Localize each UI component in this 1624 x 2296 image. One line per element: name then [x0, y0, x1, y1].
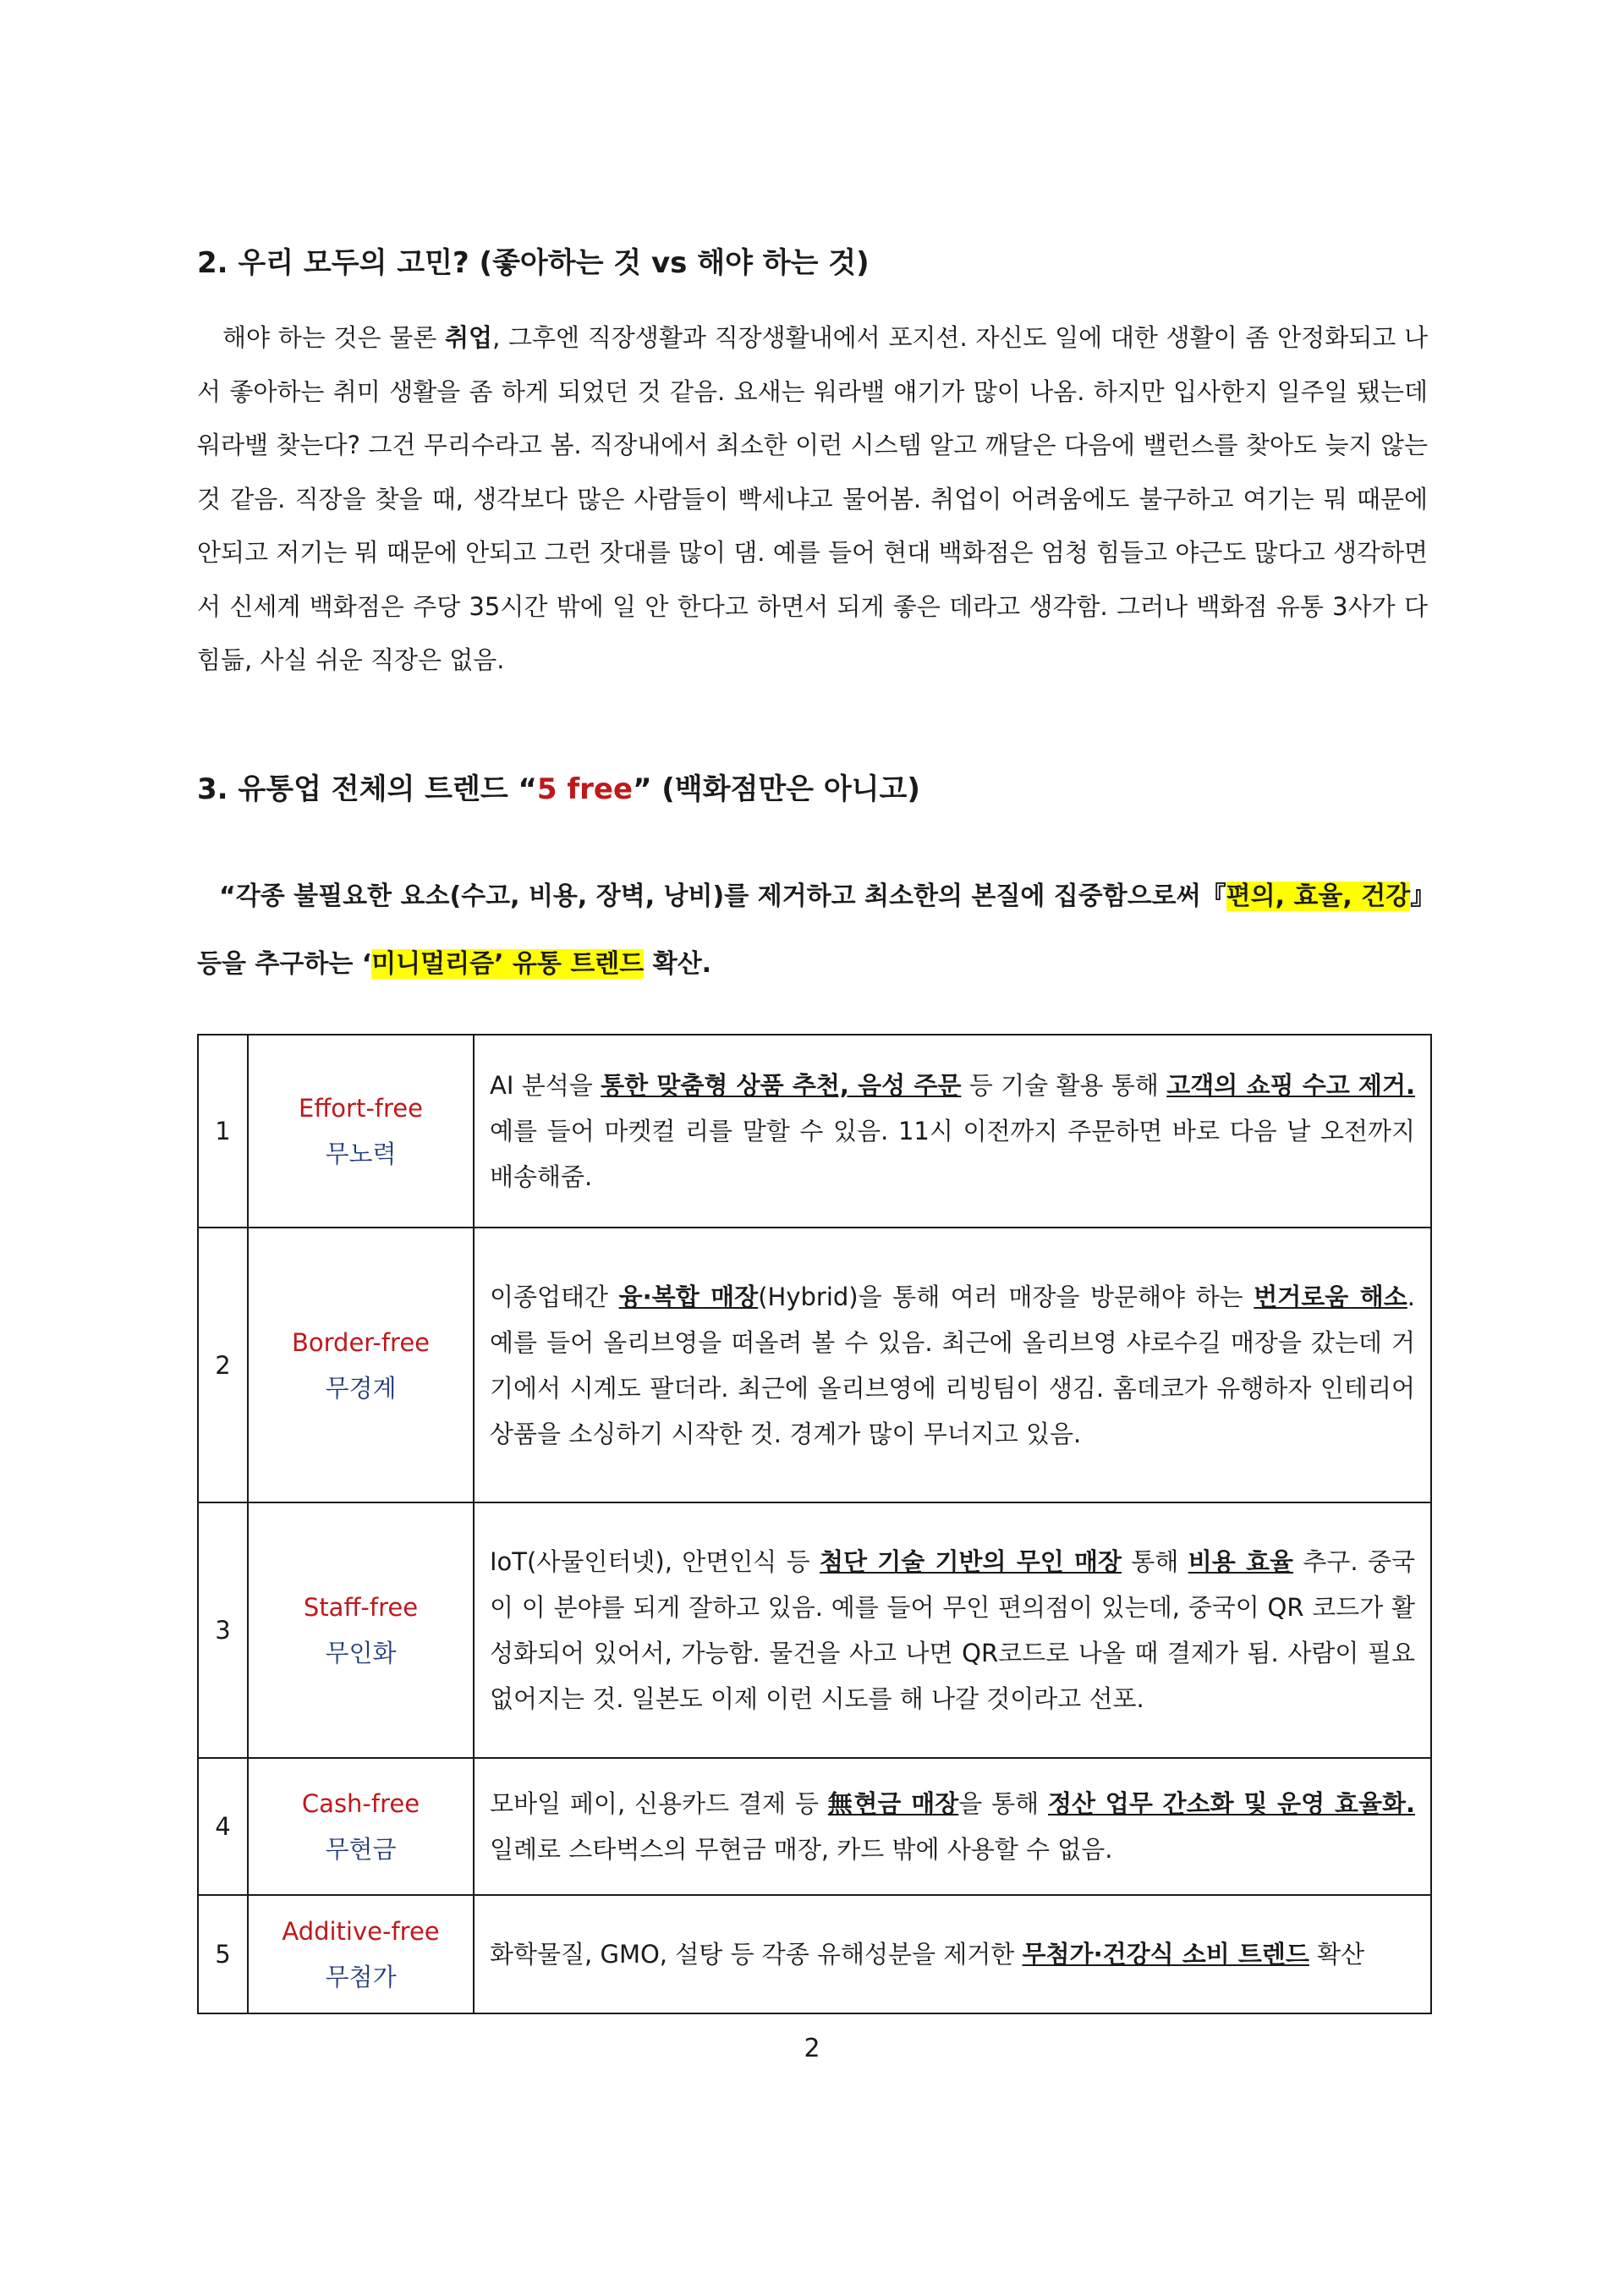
- row-number: 2: [198, 1228, 248, 1502]
- row-number: 4: [198, 1758, 248, 1895]
- trend-name-korean: 무노력: [325, 1140, 397, 1168]
- row-number: 5: [198, 1895, 248, 2013]
- underlined-text: 융·복합 매장: [618, 1282, 759, 1311]
- description-text: 확산: [1309, 1940, 1365, 1969]
- table-row: [198, 1895, 1431, 2013]
- trend-description: [474, 1228, 1431, 1502]
- table-row: [198, 1228, 1431, 1502]
- description-text: 통해: [1122, 1547, 1188, 1576]
- row-number: 1: [198, 1035, 248, 1228]
- quote-text: 확산.: [644, 949, 712, 979]
- description-text: 일례로 스타벅스의 무현금 매장, 카드 밖에 사용할 수 없음.: [490, 1835, 1113, 1864]
- underlined-text: 번거로움 해소: [1254, 1282, 1407, 1311]
- table-body: [198, 1035, 1431, 2013]
- description-text: IoT(사물인터넷), 안면인식 등: [490, 1547, 820, 1576]
- trend-name-korean: 무경계: [325, 1373, 397, 1403]
- description-text: 예를 들어 마켓컬 리를 말할 수 있음. 11시 이전까지 주문하면 바로 다음 날 오전까지 배송해줌.: [490, 1117, 1416, 1191]
- row-number: 3: [198, 1502, 248, 1758]
- description-text: 등 기술 활용 통해: [961, 1071, 1167, 1100]
- description-text: 화학물질, GMO, 설탕 등 각종 유해성분을 제거한: [490, 1940, 1023, 1969]
- heading-red-text: 5 free: [536, 772, 634, 806]
- underlined-text: 無현금 매장: [827, 1789, 959, 1818]
- description-text: 을 통해: [958, 1789, 1049, 1818]
- table-row: [198, 1035, 1431, 1228]
- section-2-paragraph: [197, 311, 1428, 688]
- trend-name-english: Staff-free: [303, 1593, 419, 1622]
- underlined-text: 무첨가·건강식 소비 트렌드: [1022, 1940, 1309, 1969]
- trend-description: [474, 1895, 1431, 2013]
- underlined-text: 고객의 쇼핑 수고 제거.: [1166, 1071, 1415, 1100]
- trend-description: [474, 1035, 1431, 1228]
- trend-name-cell: [248, 1895, 474, 2013]
- underlined-text: 정산 업무 간소화 및 운영 효율화.: [1048, 1789, 1415, 1818]
- underlined-text: 통한 맞춤형 상품 추천, 음성 주문: [601, 1071, 962, 1100]
- quote-highlight: 편의, 효율, 건강: [1226, 882, 1411, 911]
- underlined-text: 비용 효율: [1188, 1547, 1294, 1576]
- trend-name-english: Cash-free: [301, 1789, 420, 1818]
- table-row: [198, 1758, 1431, 1895]
- description-text: AI 분석을: [490, 1071, 601, 1100]
- description-text: (Hybrid)을 통해 여러 매장을 방문해야 하는: [758, 1282, 1254, 1311]
- section-2-heading: 2. 우리 모두의 고민? (좋아하는 것 vs 해야 하는 것): [197, 246, 870, 280]
- quote-highlight: 미니멀리즘’ 유통 트렌드: [371, 949, 645, 979]
- trend-name-korean: 무첨가: [325, 1963, 397, 1991]
- description-text: . 예를 들어 올리브영을 떠올려 볼 수 있음. 최근에 올리브영 샤로수길 매장을 갔는데 거기에서 시계도 팔더라. 최근에 올리브영에 리빙팀이 생김. 홈데코가 유행하자 인테리어 상품을 소싱하기 시작한 것. 경계가 많이 무너지고 있음.: [490, 1282, 1416, 1448]
- page-number: 2: [804, 2034, 820, 2063]
- trend-description: [474, 1758, 1431, 1895]
- five-free-table: [197, 1034, 1432, 2014]
- description-text: 모바일 페이, 신용카드 결제 등: [490, 1789, 828, 1818]
- trend-name-cell: [248, 1758, 474, 1895]
- para-bold-text: 취업: [445, 323, 493, 352]
- trend-quote: [197, 863, 1440, 998]
- trend-name-english: Additive-free: [282, 1917, 440, 1946]
- heading-text: 3. 유통업 전체의 트렌드 “: [197, 772, 537, 806]
- quote-text: 』 등을 추구하는 ‘: [197, 882, 1436, 979]
- heading-text: ” (백화점만은 아니고): [633, 772, 920, 806]
- section-3-heading: [197, 766, 920, 807]
- trend-name-cell: [248, 1035, 474, 1228]
- para-text: 해야 하는 것은 물론: [222, 323, 446, 352]
- trend-name-korean: 무현금: [325, 1835, 397, 1864]
- description-text: 이종업태간: [490, 1282, 619, 1311]
- underlined-text: 첨단 기술 기반의 무인 매장: [820, 1547, 1122, 1576]
- trend-name-korean: 무인화: [325, 1639, 397, 1667]
- table-row: [198, 1502, 1431, 1758]
- quote-text: “각종 불필요한 요소(수고, 비용, 장벽, 낭비)를 제거하고 최소한의 본질에 집중함으로써『: [219, 882, 1226, 911]
- trend-name-cell: [248, 1502, 474, 1758]
- para-text: , 그후엔 직장생활과 직장생활내에서 포지션. 자신도 일에 대한 생활이 좀 안정화되고 나서 좋아하는 취미 생활을 좀 하게 되었던 것 같음. 요새는 워라밸 얘기가 많이 나옴. 하지만 입사한지 일주일 됐는데 워라밸 찾는다? 그건 무리수라고 봄. 직장내에서 최소한 이런 시스템 알고 깨달은 다음에 밸런스를 찾아도 늦지 않는 것 같음. 직장을 찾을 때, 생각보다 많은 사람들이 빡세냐고 물어봄. 취업이 어려움에도 불구하고 여기는 뭐 때문에 안되고 저기는 뭐 때문에 안되고 그런 잣대를 많이 댐. 예를 들어 현대 백화점은 엄청 힘들고 야근도 많다고 생각하면서 신세계 백화점은 주당 35시간 밖에 일 안 한다고 하면서 되게 좋은 데라고 생각함. 그러나 백화점 유통 3사가 다 힘듦, 사실 쉬운 직장은 없음.: [197, 323, 1428, 674]
- trend-name-cell: [248, 1228, 474, 1502]
- trend-description: [474, 1502, 1431, 1758]
- trend-name-english: Effort-free: [299, 1094, 423, 1123]
- description-text: 추구. 중국이 이 분야를 되게 잘하고 있음. 예를 들어 무인 편의점이 있는데, 중국이 QR 코드가 활성화되어 있어서, 가능함. 물건을 사고 나면 QR코드로 나올 때 결제가 됨. 사람이 필요 없어지는 것. 일본도 이제 이런 시도를 해 나갈 것이라고 선포.: [490, 1547, 1415, 1713]
- trend-name-english: Border-free: [291, 1327, 430, 1357]
